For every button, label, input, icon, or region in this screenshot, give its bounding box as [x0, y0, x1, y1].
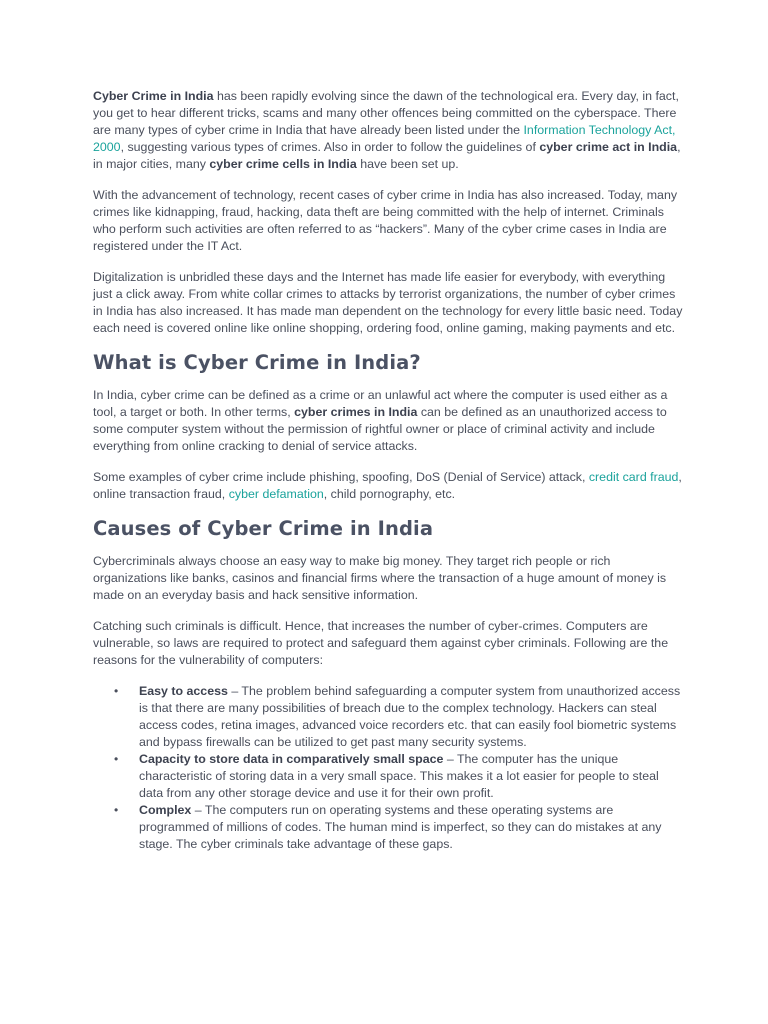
text-run: Some examples of cyber crime include phishing, spoofing, DoS (Denial of Service) attack, — [93, 470, 589, 484]
intro-paragraph-3: Digitalization is unbridled these days and the Internet has made life easier for everybody, with everything just a click away. From white collar crimes to attacks by terrorist organizations, the number of cyber crimes in India has also increased. It has made man dependent on the technology for every little basic need. Today each need is covered online like online shopping, ordering food, online gaming, making payments and etc. — [93, 270, 683, 335]
text-run: , suggesting various types of crimes. Also in order to follow the guidelines of — [120, 140, 540, 154]
causes-paragraph-1: Cybercriminals always choose an easy way to make big money. They target rich people or rich organizations like banks, casinos and financial firms where the transaction of a huge amount of money is made on an everyday basis and hack sensitive information. — [93, 554, 667, 602]
text-run: , child pornography, etc. — [323, 487, 456, 501]
list-item — [114, 683, 683, 751]
link-cyber-defamation[interactable]: cyber defamation — [228, 487, 324, 501]
text-run: have been set up. — [356, 157, 459, 171]
heading-causes: Causes of Cyber Crime in India — [93, 517, 434, 540]
causes-paragraph-2: Catching such criminals is difficult. Hence, that increases the number of cyber-crimes. Computers are vulnerable, so laws are required to protect and safeguard them against cyber criminals. Following are the reasons for the vulnerability of computers: — [93, 619, 669, 667]
text-run: can be defined as an unauthorized access to some computer system without the permission of rightful owner or place of criminal activity and include everything from online cracking to denial of service attacks. — [93, 405, 667, 453]
heading-what-is-cyber-crime: What is Cyber Crime in India? — [93, 351, 421, 374]
vulnerability-list — [93, 683, 683, 853]
bold-term: cyber crimes in India — [294, 405, 418, 419]
intro-paragraph-2: With the advancement of technology, recent cases of cyber crime in India has also increased. Today, many crimes like kidnapping, fraud, hacking, data theft are being committed with the help of internet. Criminals who perform such activities are often referred to as “hackers”. Many of the cyber crime cases in India are registered under the IT Act. — [93, 188, 678, 253]
list-item-term: Complex — [139, 803, 192, 817]
examples-paragraph — [93, 469, 683, 503]
intro-paragraph-1 — [93, 88, 683, 173]
list-item — [114, 802, 683, 853]
text-run: , in major cities, many — [93, 140, 681, 171]
bullet-icon: • — [114, 684, 119, 698]
bullet-icon: • — [114, 752, 119, 766]
link-it-act[interactable]: Information Technology Act, 2000 — [93, 123, 676, 154]
text-run: In India, cyber crime can be defined as a crime or an unlawful act where the computer is used either as a tool, a target or both. In other terms, — [93, 388, 668, 419]
link-credit-card-fraud[interactable]: credit card fraud — [588, 470, 679, 484]
list-item-term: Easy to access — [139, 684, 228, 698]
article-body — [93, 88, 683, 853]
bold-term: cyber crime cells in India — [209, 157, 357, 171]
list-item — [114, 751, 683, 802]
definition-paragraph — [93, 387, 683, 455]
list-item-term: Capacity to store data in comparatively small space — [139, 752, 444, 766]
bullet-icon: • — [114, 803, 119, 817]
text-run: has been rapidly evolving since the dawn of the technological era. Every day, in fact, you get to hear different tricks, scams and many other offences being committed on the cyberspace. There are many types of cyber crime in India that have already been listed under the — [93, 89, 679, 137]
bold-term: cyber crime act in India — [539, 140, 678, 154]
list-item-text: – The computers run on operating systems and these operating systems are programmed of millions of codes. The human mind is imperfect, so they can do mistakes at any stage. The cyber criminals take advantage of these gaps. — [139, 803, 662, 851]
list-item-text: – The computer has the unique characteristic of storing data in a very small space. This makes it a lot easier for people to steal data from any other storage device and use it for their own profit. — [139, 752, 659, 800]
text-run: , online transaction fraud, — [93, 470, 682, 501]
list-item-text: – The problem behind safeguarding a computer system from unauthorized access is that there are many possibilities of breach due to the complex technology. Hackers can steal access codes, retina images, advanced voice recorders etc. that can easily fool biometric systems and bypass firewalls can be utilized to get past many security systems. — [139, 684, 681, 749]
bold-term: Cyber Crime in India — [93, 89, 214, 103]
